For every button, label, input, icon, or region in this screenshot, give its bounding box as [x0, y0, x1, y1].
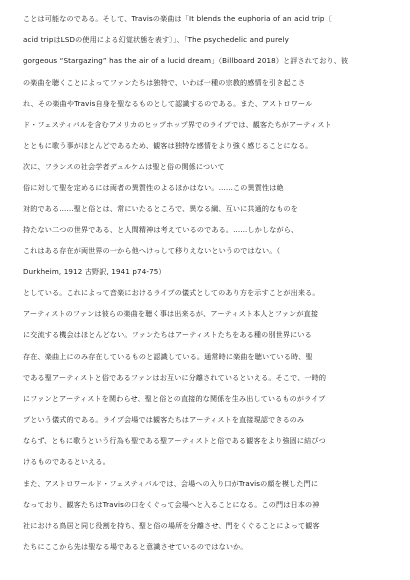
text-line: たちにここから先は聖なる場であると意識させているのではないか。 [23, 542, 248, 551]
text-line: 次に、フランスの社会学者デュルケムは聖と俗の関係について [23, 162, 225, 171]
text-line: 社における鳥居と同じ役割を持ち、聖と俗の場所を分離させ、門をくぐることによって観客 [23, 521, 320, 530]
text-line: ド・フェスティバルを含むアメリカのヒップホップ界でのライブでは、観客たちがアーティスト [23, 120, 332, 129]
text-line: に交流する機会はほとんどない。ファンたちはアーティストたちをある種の別世界にいる [23, 330, 312, 339]
quote-line: 持たない二つの世界である、と人間精神は考えているのである。……しかしながら、 [23, 225, 299, 234]
citation-line: Durkheim, 1912 古野訳, 1941 p74-75） [23, 267, 166, 276]
quote-line: 対的である……聖と俗とは、常にいたるところで、異なる綱、互いに共通的なものを [23, 204, 299, 213]
quote-line: これはある存在が両世界の一から他へけっして移りえないというのではない。（ [23, 246, 281, 255]
text-line: ブという儀式的である。ライブ会場では観客たちはアーティストを直接現認できるのみ [23, 415, 305, 424]
text-line: けるものであるといえる。 [23, 457, 110, 466]
quote-line: 俗に対して聖を定めるには両者の異質性のよるほかはない。……この異質性は絶 [23, 183, 284, 192]
text-line: なっており、観客たちはTravisの口をくぐって会場へと入ることになる。この門は日本の神 [23, 500, 320, 509]
text-line: にファンとアーティストを関わらせ、聖と俗との直接的な関係を生み出しているものがライブ [23, 394, 326, 403]
text-line: の楽曲を聴くことによってファンたちは独特で、いわば一種の宗教的感情を引き起こさ [23, 78, 306, 87]
text-line: acid tripはLSDの使用による幻覚状態を表す〕」、「The psychedelic and purely [23, 35, 289, 44]
text-line: アーティストのファンは彼らの楽曲を聴く事は出来るが、アーティスト本人とファンが直接 [23, 309, 319, 318]
text-line: とともに歌う事がほとんどであるため、観客は独特な感情をより強く感じることになる。 [23, 141, 313, 150]
text-line: である聖アーティストと俗であるファンはお互いに分離されているといえる。そこで、一時的 [23, 373, 327, 382]
text-line: gorgeous “Stargazing” has the air of a lucid dream」（Billboard 2018）と評されており、彼 [23, 56, 349, 65]
text-line: 存在、楽曲上にのみ存在しているものと認識している。通常時に楽曲を聴いている時、聖 [23, 352, 313, 361]
text-line: ならず、ともに歌うという行為も聖である聖アーティストと俗である観客をより強固に結びつ [23, 436, 326, 445]
text-line: また、アストロワールド・フェスティバルでは、会場への入り口がTravisの顔を模した門に [23, 479, 319, 488]
text-line: としている。これによって音楽におけるライブの儀式としてのあり方を示すことが出来る。 [23, 288, 320, 297]
text-line: れ、その楽曲やTravis自身を聖なるものとして認識するのである。また、アストロワール [23, 99, 313, 108]
text-line: ことは可能なのである。そして、Travisの楽曲は「It blends the euphoria of an acid trip〔 [23, 14, 332, 23]
